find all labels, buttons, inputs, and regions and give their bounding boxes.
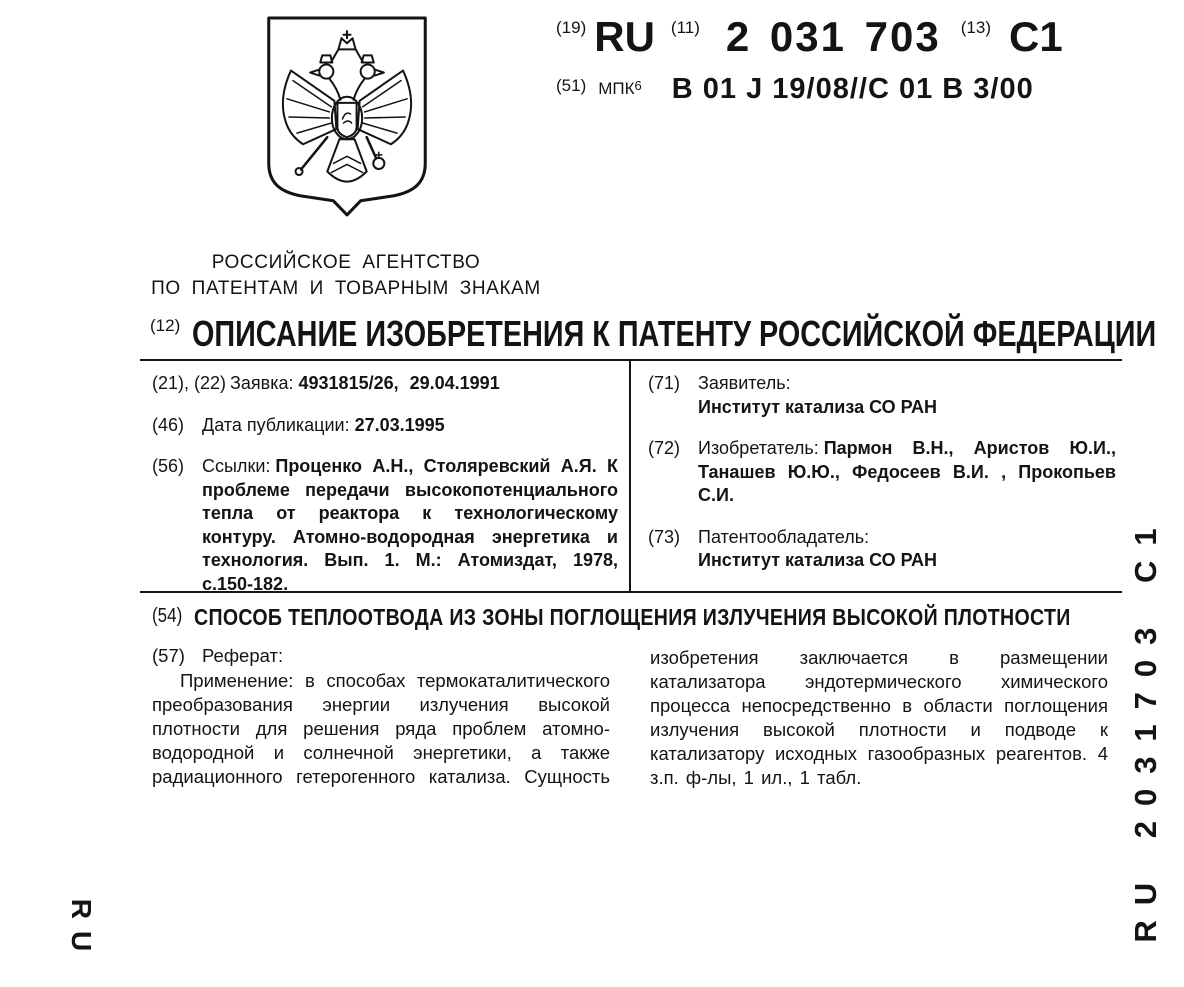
agency-name [128, 250, 564, 302]
kind-code: C1 [1008, 13, 1063, 60]
publication-date-body: Дата публикации: 27.03.1995 [202, 414, 445, 435]
divider-vertical-columns [629, 359, 631, 593]
applicant-body: Заявитель: Институт катализа СО РАН [698, 372, 1116, 419]
inid-54: (54) [152, 605, 183, 627]
field-references [152, 455, 618, 596]
ipc-edition-superscript: 6 [634, 78, 642, 93]
document-title-text: ОПИСАНИЕ ИЗОБРЕТЕНИЯ К ПАТЕНТУ РОССИЙСКОЙ ФЕДЕРАЦИИ [192, 313, 1157, 354]
field-publication-date [152, 414, 618, 438]
inid-57: (57) [152, 645, 185, 666]
application-body: Заявка: 4931815/26, 29.04.1991 [230, 373, 500, 393]
biblio-left-column [152, 372, 618, 614]
references-body: Ссылки: Проценко А.Н., Столяревский А.Я. К проблеме передачи высокопотенциального тепла от реактора к технологическому контуру. Атомно-водородная энергетика и технология. Вып. 1. М.: Атомиздат, 1978, с.150-182. [202, 456, 618, 594]
applicant-name: Институт катализа СО РАН [698, 396, 938, 417]
agency-name-line1: РОССИЙСКОЕ АГЕНТСТВО [211, 252, 481, 273]
patent-holder-body: Патентообладатель: Институт катализа СО РАН [698, 526, 1116, 573]
inventors-names: Пармон В.Н., Аристов Ю.И., Танашев Ю.Ю., Федосеев В.И. , Прокопьев С.И. [698, 438, 1116, 505]
abstract-left-column [152, 644, 610, 789]
references-text: Проценко А.Н., Столяревский А.Я. К проблеме передачи высокопотенциального тепла от реактора к технологическому контуру. Атомно-водородная энергетика и технология. Вып. 1. М.: Атомиздат, 1978, с.150-182. [202, 456, 618, 594]
biblio-right-column [648, 372, 1116, 591]
inid-13: (13) [960, 18, 991, 37]
field-inventors [648, 437, 1116, 508]
field-application [152, 372, 618, 396]
inid-51: (51) [556, 76, 587, 95]
inid-72: (72) [648, 438, 681, 458]
publication-date: 27.03.1995 [354, 414, 445, 435]
divider-horizontal-top [140, 359, 1122, 361]
abstract-label: Реферат: [202, 645, 284, 666]
inid-73: (73) [648, 526, 681, 547]
abstract-heading [152, 644, 610, 668]
inid-46: (46) [152, 414, 185, 435]
field-applicant [648, 372, 1116, 419]
edge-mark-bottom-left: RU [66, 898, 97, 964]
inid-12: (12) [150, 316, 181, 335]
patent-holder-name: Институт катализа СО РАН [698, 550, 938, 570]
inid-21-22: (21), (22) [152, 373, 227, 393]
inid-56: (56) [152, 456, 185, 476]
document-number: 2 031 703 [725, 13, 941, 60]
country-code: RU [594, 13, 655, 60]
application-number-date: 4931815/26, 29.04.1991 [298, 373, 500, 393]
inventors-body: Изобретатель: Пармон В.Н., Аристов Ю.И., Танашев Ю.Ю., Федосеев В.И. , Прокопьев С.И. [698, 438, 1116, 505]
ipc-row [556, 72, 1116, 106]
invention-title-text: СПОСОБ ТЕПЛООТВОДА ИЗ ЗОНЫ ПОГЛОЩЕНИЯ ИЗЛУЧЕНИЯ ВЫСОКОЙ ПЛОТНОСТИ [193, 604, 1071, 630]
agency-name-line2: ПО ПАТЕНТАМ И ТОВАРНЫМ ЗНАКАМ [151, 278, 541, 299]
edge-mark-right-vertical: RU 2031703 C1 [1128, 513, 1163, 943]
inid-71: (71) [648, 373, 681, 393]
invention-title-row [152, 604, 1152, 630]
abstract-right-column [650, 646, 1108, 790]
publication-identifiers [556, 13, 1116, 106]
inid-11: (11) [670, 18, 700, 37]
ipc-label: МПК$^6$ [598, 78, 642, 98]
abstract-text-left: Применение: в способах термокаталитического преобразования энергии излучения высокой плотности для решения ряда проблем атомно-водородной и солнечной энергетики, а также радиационного гетерогенного катализа. Сущность [152, 670, 610, 787]
field-patent-holder [648, 526, 1116, 573]
abstract-text-right: изобретения заключается в размещении катализатора эндотермического химического процесса непосредственно в области поглощения излучения высокой плотности и подводе к катализатору исходных газообразных реагентов. 4 з.п. ф-лы, 1 ил., 1 табл. [650, 647, 1108, 788]
russian-coat-of-arms-icon [262, 14, 432, 224]
inid-19: (19) [556, 18, 587, 37]
ipc-classification: B 01 J 19/08//C 01 B 3/00 [671, 73, 1034, 105]
coat-of-arms-svg [262, 14, 432, 224]
document-type-title [150, 314, 1160, 354]
publication-number-row [556, 13, 1116, 60]
